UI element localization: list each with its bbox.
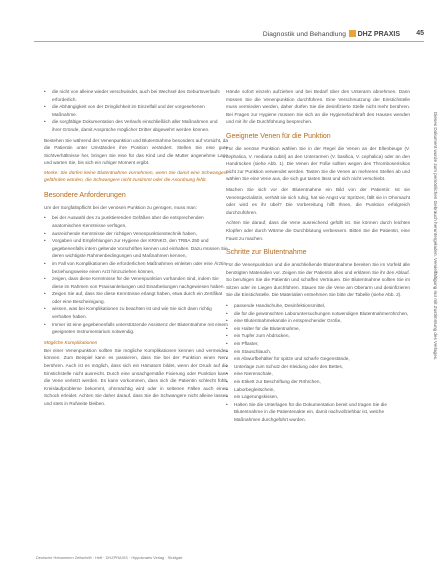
list-item: • eine Nierenschale, <box>232 370 410 378</box>
subheading-komplikationen: Mögliche Komplikationen <box>44 340 98 346</box>
header-rule <box>34 41 424 42</box>
list-item: • Laborbegleitschein, <box>232 386 410 394</box>
side-copyright <box>433 112 442 572</box>
list-item: • ein Stauschlauch, <box>232 348 410 356</box>
section-title: Diagnostik und Behandlung <box>262 31 346 38</box>
list-item: • Halten Sie die Unterlagen für die Dokumentation bereit und tragen Sie die Blutentnahme in die Patientenakte ein, damit nachvollziehbar ist, welche Maßnahmen durchgeführt wurden. <box>232 401 410 424</box>
list-item: • Immer ist eine gegebenenfalls unterstützende Assistenz der Blutentnahme mit einem geeigneten Instrumentarium notwendig. <box>50 321 228 336</box>
page-footer: Deutsche Hebammen Zeitschrift · Heft · DHZPRAXIS · Hippokrates Verlag · Stuttgart <box>36 555 183 560</box>
list-item: • eine Blutentnahmekanüle in entsprechender Größe, <box>232 317 410 325</box>
right-paragraph-1: Hände sofort einzeln aufziehen und bei Bedarf über den Unterarm abnehmen. Dann müssen Sie die Venenpunktion durchführen. Eine Verschmutzung der Einstichstelle muss vermieden werden, daher dürfen Sie die desinfizierte Stelle nicht mehr berühren. Bei Fragen zur Hygiene müssen Sie sich an die Hygienefachkraft des Hauses wenden und mit ihr die Durchführung besprechen. <box>226 89 410 125</box>
heading-geeignete-venen: Geeignete Venen für die Punktion <box>226 132 331 140</box>
right-column <box>226 88 410 427</box>
right-paragraph-2: Für die venöse Punktion wählen Sie in der Regel die Venen an der Ellenbeuge (V. cephalica, V. mediana cubiti) an den Unterarmen (V. basilica, V. cephalica) oder an den Handrücken (siehe Abb. 1). Die Venen der Füße sollten wegen des Thromboserisikos nicht zur Punktion verwendet werden. Tasten Sie die Venen an mehreren Stellen ab und wählen Sie eine Vene aus, die sich gut tasten lässt und sich nicht verschiebt. <box>226 145 410 182</box>
right-paragraph-4: Achten Sie darauf, dass die Vene ausreichend gefüllt ist. Sie können durch leichtes Klopfen oder durch Wärme die Durchblutung verbessern. Bitten Sie die Patientin, eine Faust zu machen. <box>226 220 410 241</box>
left-column <box>44 88 228 411</box>
right-paragraph-5: Für die Venenpunktion und die anschließende Blutentnahme bereiten Sie im Vorfeld alle benötigten Materialien vor. Zeigen Sie der Patientin alles und erklären Sie ihr den Ablauf. So beruhigen Sie die Patientin und schaffen Vertrauen. Die Blutentnahme sollten Sie im Sitzen oder im Liegen durchführen. Stauen Sie die Vene am Oberarm und desinfizieren Sie die Einstichstelle. Die Materialien entnehmen Sie bitte der Tabelle (siehe Abb. 2). <box>226 262 410 298</box>
heading-besondere-anforderungen: Besondere Anforderungen <box>44 191 126 199</box>
list-item: • zeigen, dass diese Kenntnisse für die Venenpunktion vorhanden sind, indem Sie diese im Rahmen von Praxisanleitungen und Einarbeitungen nachgewiesen haben. <box>50 275 228 290</box>
left-bullet-list-mid <box>44 214 228 336</box>
list-item: • bei der Auswahl des zu punktierenden Gefäßes über die entsprechenden anatomischen Kenntnisse verfügen, <box>50 214 228 229</box>
logo-square-icon <box>349 30 356 37</box>
journal-logo <box>349 30 400 38</box>
page-header <box>34 30 424 44</box>
list-item: • ein Tupfer zum Abdrücken, <box>232 332 410 340</box>
list-item: • die nicht von alleine wieder verschwindet, auch bei Wechsel des Geburtsverlaufs erforderlich. <box>50 88 228 103</box>
list-item: • ein Etikett zur Beschriftung der Röhrchen, <box>232 378 410 386</box>
list-item: • die sorgfältige Dokumentation des Verlaufs einschließlich aller Maßnahmen und ihrer Gründe, damit Ansprüche möglicher Dritter abgewehrt werden können. <box>50 118 228 133</box>
logo-text: DHZ PRAXIS <box>357 31 400 38</box>
list-item: • die Abhängigkeit von der Dringlichkeit im Einzelfall und der vorgesehenen Maßnahme. <box>50 103 228 118</box>
list-item: • ein Lagerungskissen, <box>232 393 410 401</box>
list-item: • passende Handschuhe, Desinfektionsmittel, <box>232 302 410 310</box>
heading-schritte: Schritte zur Blutentnahme <box>226 249 307 257</box>
list-item: • im Fall von Komplikationen die erforderlichen Maßnahmen einleiten oder eine Ärztin beziehungsweise einen Arzt hinzuziehen können, <box>50 260 228 275</box>
right-bullet-list <box>226 302 410 424</box>
right-paragraph-3: Machen Sie sich vor der Blutentnahme ein Bild von der Patientin: Ist sie Venenspezialistin, verhält sie sich ruhig, hat sie Angst vor Spritzen, fällt sie in Ohnmacht oder wird es ihr übel? Die Vorbereitung hilft Ihnen, die Punktion erfolgreich durchzuführen. <box>226 186 410 215</box>
merke-note: Merke: Sie dürfen keine Blutentnahme vornehmen, wenn Sie damit eine Schwangere gefährden würden, die Schwangere nicht zustimmt oder die Anordnung fehlt. <box>44 170 228 184</box>
list-item: • ein Pflaster, <box>232 340 410 348</box>
list-item: • ausreichende Kenntnisse der richtigen Venenpunktionstechnik haben, <box>50 230 228 238</box>
left-paragraph-2: Um der Sorgfaltspflicht bei der venösen Punktion zu genügen, muss man: <box>44 204 197 210</box>
left-bullet-list-top <box>44 88 228 134</box>
page-number: 45 <box>416 30 424 37</box>
side-copyright-text: Dieses Dokument wurde zum persönlichen Gebrauch heruntergeladen. Vervielfältigung nur mit Zustimmung des Verlages. <box>433 112 438 361</box>
left-paragraph-1: Bestehen Sie während der Venenpunktion und Blutentnahme besonders auf Vorsicht, da die Patientin unter Umständen ihre Position verändert. Stellen Sie eine gute Sichtverhältnisse her, bringen Sie eine für das Kind und die Mutter angenehme Lage und warten Sie, bis sich ein ruhiger Moment ergibt. <box>44 137 228 166</box>
list-item: • ein Halter für die Blutentnahme, <box>232 325 410 333</box>
left-paragraph-3: Bei einer Venenpunktion sollten Sie mögliche Komplikationen kennen und vermeiden können. Zum Beispiel kann es passieren, dass Sie bei der Punktion einen Nerv berühren. Auch ist es möglich, dass sich ein Hämatom bildet, wenn der Druck auf die Einstichstelle nicht ausreicht. Durch eine unsachgemäße Fixierung oder Punktion kann die Vene verletzt werden. Es kann vorkommen, dass sich die Patientin schlecht fühlt, Kreislaufprobleme bekommt, ohnmächtig wird oder in seltenen Fällen auch einen Schock erleidet. Achten Sie daher darauf, dass Sie die Schwangere nicht alleine lassen und stets in Rufweite bleiben. <box>44 347 228 406</box>
list-item: • Vorgaben und Empfehlungen zur Hygiene der KRINKO, den TRBA 250 und gegebenenfalls intern geltende Vorschriften kennen und einhalten. Dazu müssen Sie deren wichtigste Rahmenbedingungen und Maßnahmen kennen, <box>50 237 228 260</box>
list-item: • Unterlage zum Schutz der Kleidung oder des Bettes, <box>232 363 410 371</box>
list-item: • ein Abwurfbehälter für spitze und scharfe Gegenstände, <box>232 355 410 363</box>
list-item: • wissen, was bei Komplikationen zu beachten ist und wie Sie sich dann richtig verhalten haben. <box>50 305 228 320</box>
list-item: • Zeigen Sie auf, dass Sie diese Kenntnisse erlangt haben, etwa durch ein Zertifikat oder eine Bescheinigung. <box>50 290 228 305</box>
list-item: • die für die gewünschten Laboruntersuchungen notwendigen Blutentnahmeröhrchen, <box>232 310 410 318</box>
